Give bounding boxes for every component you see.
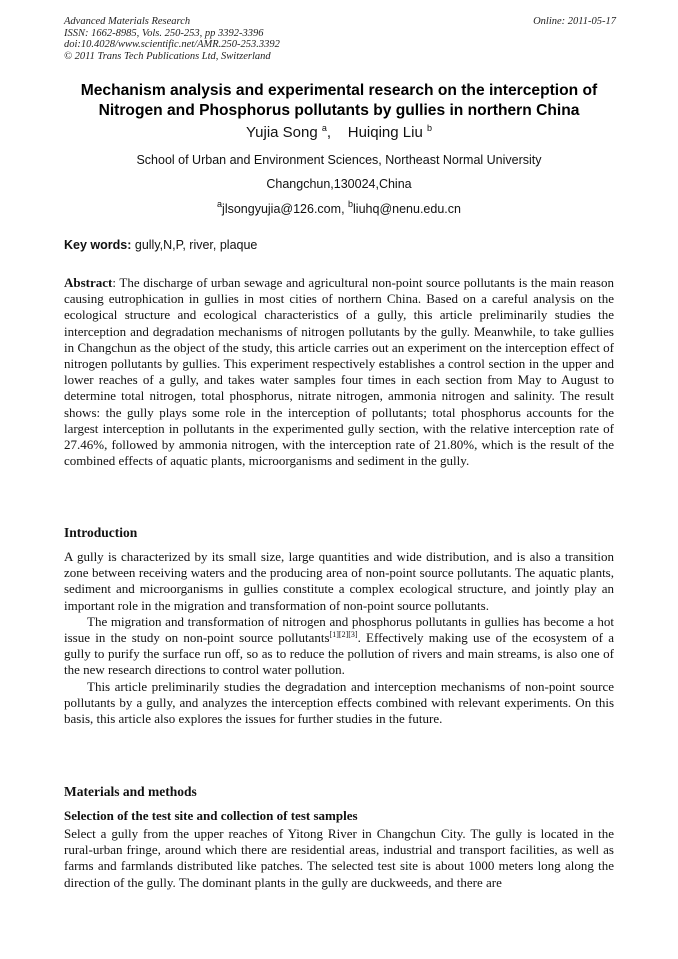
email-separator: , [341,202,349,216]
citation-refs[interactable]: [1][2][3] [329,630,358,640]
author-separator: , [326,124,332,141]
issn-line: ISSN: 1662-8985, Vols. 250-253, pp 3392-3396 [64,27,264,39]
author-name: Huiqing Liu [347,124,423,141]
paragraph-text: . Effectively making use of the ecosystem of a gully to purify the surface run off, so as to reduce the pollution of rivers and main streams, is also one of the new research directions to control water pollution. [64,630,614,678]
author-list [40,124,638,142]
keywords [64,237,616,253]
author-name: Yujia Song [245,124,318,141]
abstract [64,275,614,469]
paragraph: A gully is characterized by its small size, large quantities and wide distribution, and is also a transition zone between receiving waters and the producing area of non-point source pollutants. The aquatic plants, sediment and microorganisms in gullies constitute a complex ecological structure, and jointly play an important role in the migration and transformation of non-point source pollutants. [64,549,614,613]
methods-body [64,826,614,891]
keywords-value: gully,N,P, river, plaque [131,238,258,252]
abstract-text: : The discharge of urban sewage and agricultural non-point source pollutants is the main reason causing eutrophication in gullies in most cities of northern China. Based on a careful analysis on the ecological structure and ecological characteristics of a gully, this article preliminarily studies the interception and degradation mechanisms of nitrogen pollutants by the gully. Meanwhile, to take gullies in Changchun as the object of the study, this article carries out an experiment on the interception effect of nitrogen pollutants by gullies. This experiment respectively establishes a control section in the upper and lower reaches of a gully, and takes water samples four times in each section from May to August to determine total nitrogen, total phosphorus, nitrate nitrogen, ammonia nitrogen and salinity. The result shows: the gully plays some role in the interception of pollutants; total phosphorus accounts for the largest interception in pollutants in the experimented gully section, with the relative interception rate of 27.46%, followed by ammonia nitrogen, with the interception rate of 21.80%, which is the result of the combined effects of aquatic plants, microorganisms and sediment in the gully. [64,275,614,469]
keywords-label: Key words: [64,238,132,252]
section-heading-introduction: Introduction [64,525,138,540]
online-date: Online: 2011-05-17 [533,16,616,27]
email-link[interactable]: liuhq@nenu.edu.cn [353,202,461,216]
email-link[interactable]: jlsongyujia@126.com [222,202,342,216]
paragraph [64,614,614,679]
journal-header [64,16,616,62]
introduction-body [64,549,614,727]
paragraph-text: The migration and transformation of nitrogen and phosphorus pollutants in gullies has become a hot issue in the study on non-point source pollutants [64,613,614,646]
paragraph: This article preliminarily studies the degradation and interception mechanisms of non-point source pollutants by a gully, and analyzes the interception effects combined with relevant experiments. On this basis, this article also explores the issues for further studies in the future. [64,678,614,727]
abstract-label: Abstract [64,275,113,290]
section-heading-methods: Materials and methods [64,784,197,799]
affiliation-line-2: Changchun,130024,China [266,177,412,191]
doi-line: doi:10.4028/www.scientific.net/AMR.250-253.3392 [64,39,280,50]
title-line-1: Mechanism analysis and experimental research on the interception of [80,82,598,99]
email-mark: a [217,199,223,209]
affiliation-line-1: School of Urban and Environment Sciences, Northeast Normal University [136,153,542,167]
email-mark: b [348,199,354,209]
author-affil-mark: a [321,123,327,133]
journal-name: Advanced Materials Research [64,16,191,27]
copyright-line: © 2011 Trans Tech Publications Ltd, Switzerland [64,50,271,62]
paper-title [40,81,638,121]
author-affil-mark: b [426,123,432,133]
paragraph: Select a gully from the upper reaches of Yitong River in Changchun City. The gully is located in the rural-urban fringe, around which there are residential areas, industrial and transport facilities, as well as farms and farmlands distributed like patches. The selected test site is about 1000 meters long along the direction of the gully. The dominant plants in the gully are duckweeds, and there are [64,826,614,890]
title-line-2: Nitrogen and Phosphorus pollutants by gullies in northern China [98,102,580,119]
author-emails [40,201,638,217]
subsection-heading: Selection of the test site and collection of test samples [64,808,358,823]
